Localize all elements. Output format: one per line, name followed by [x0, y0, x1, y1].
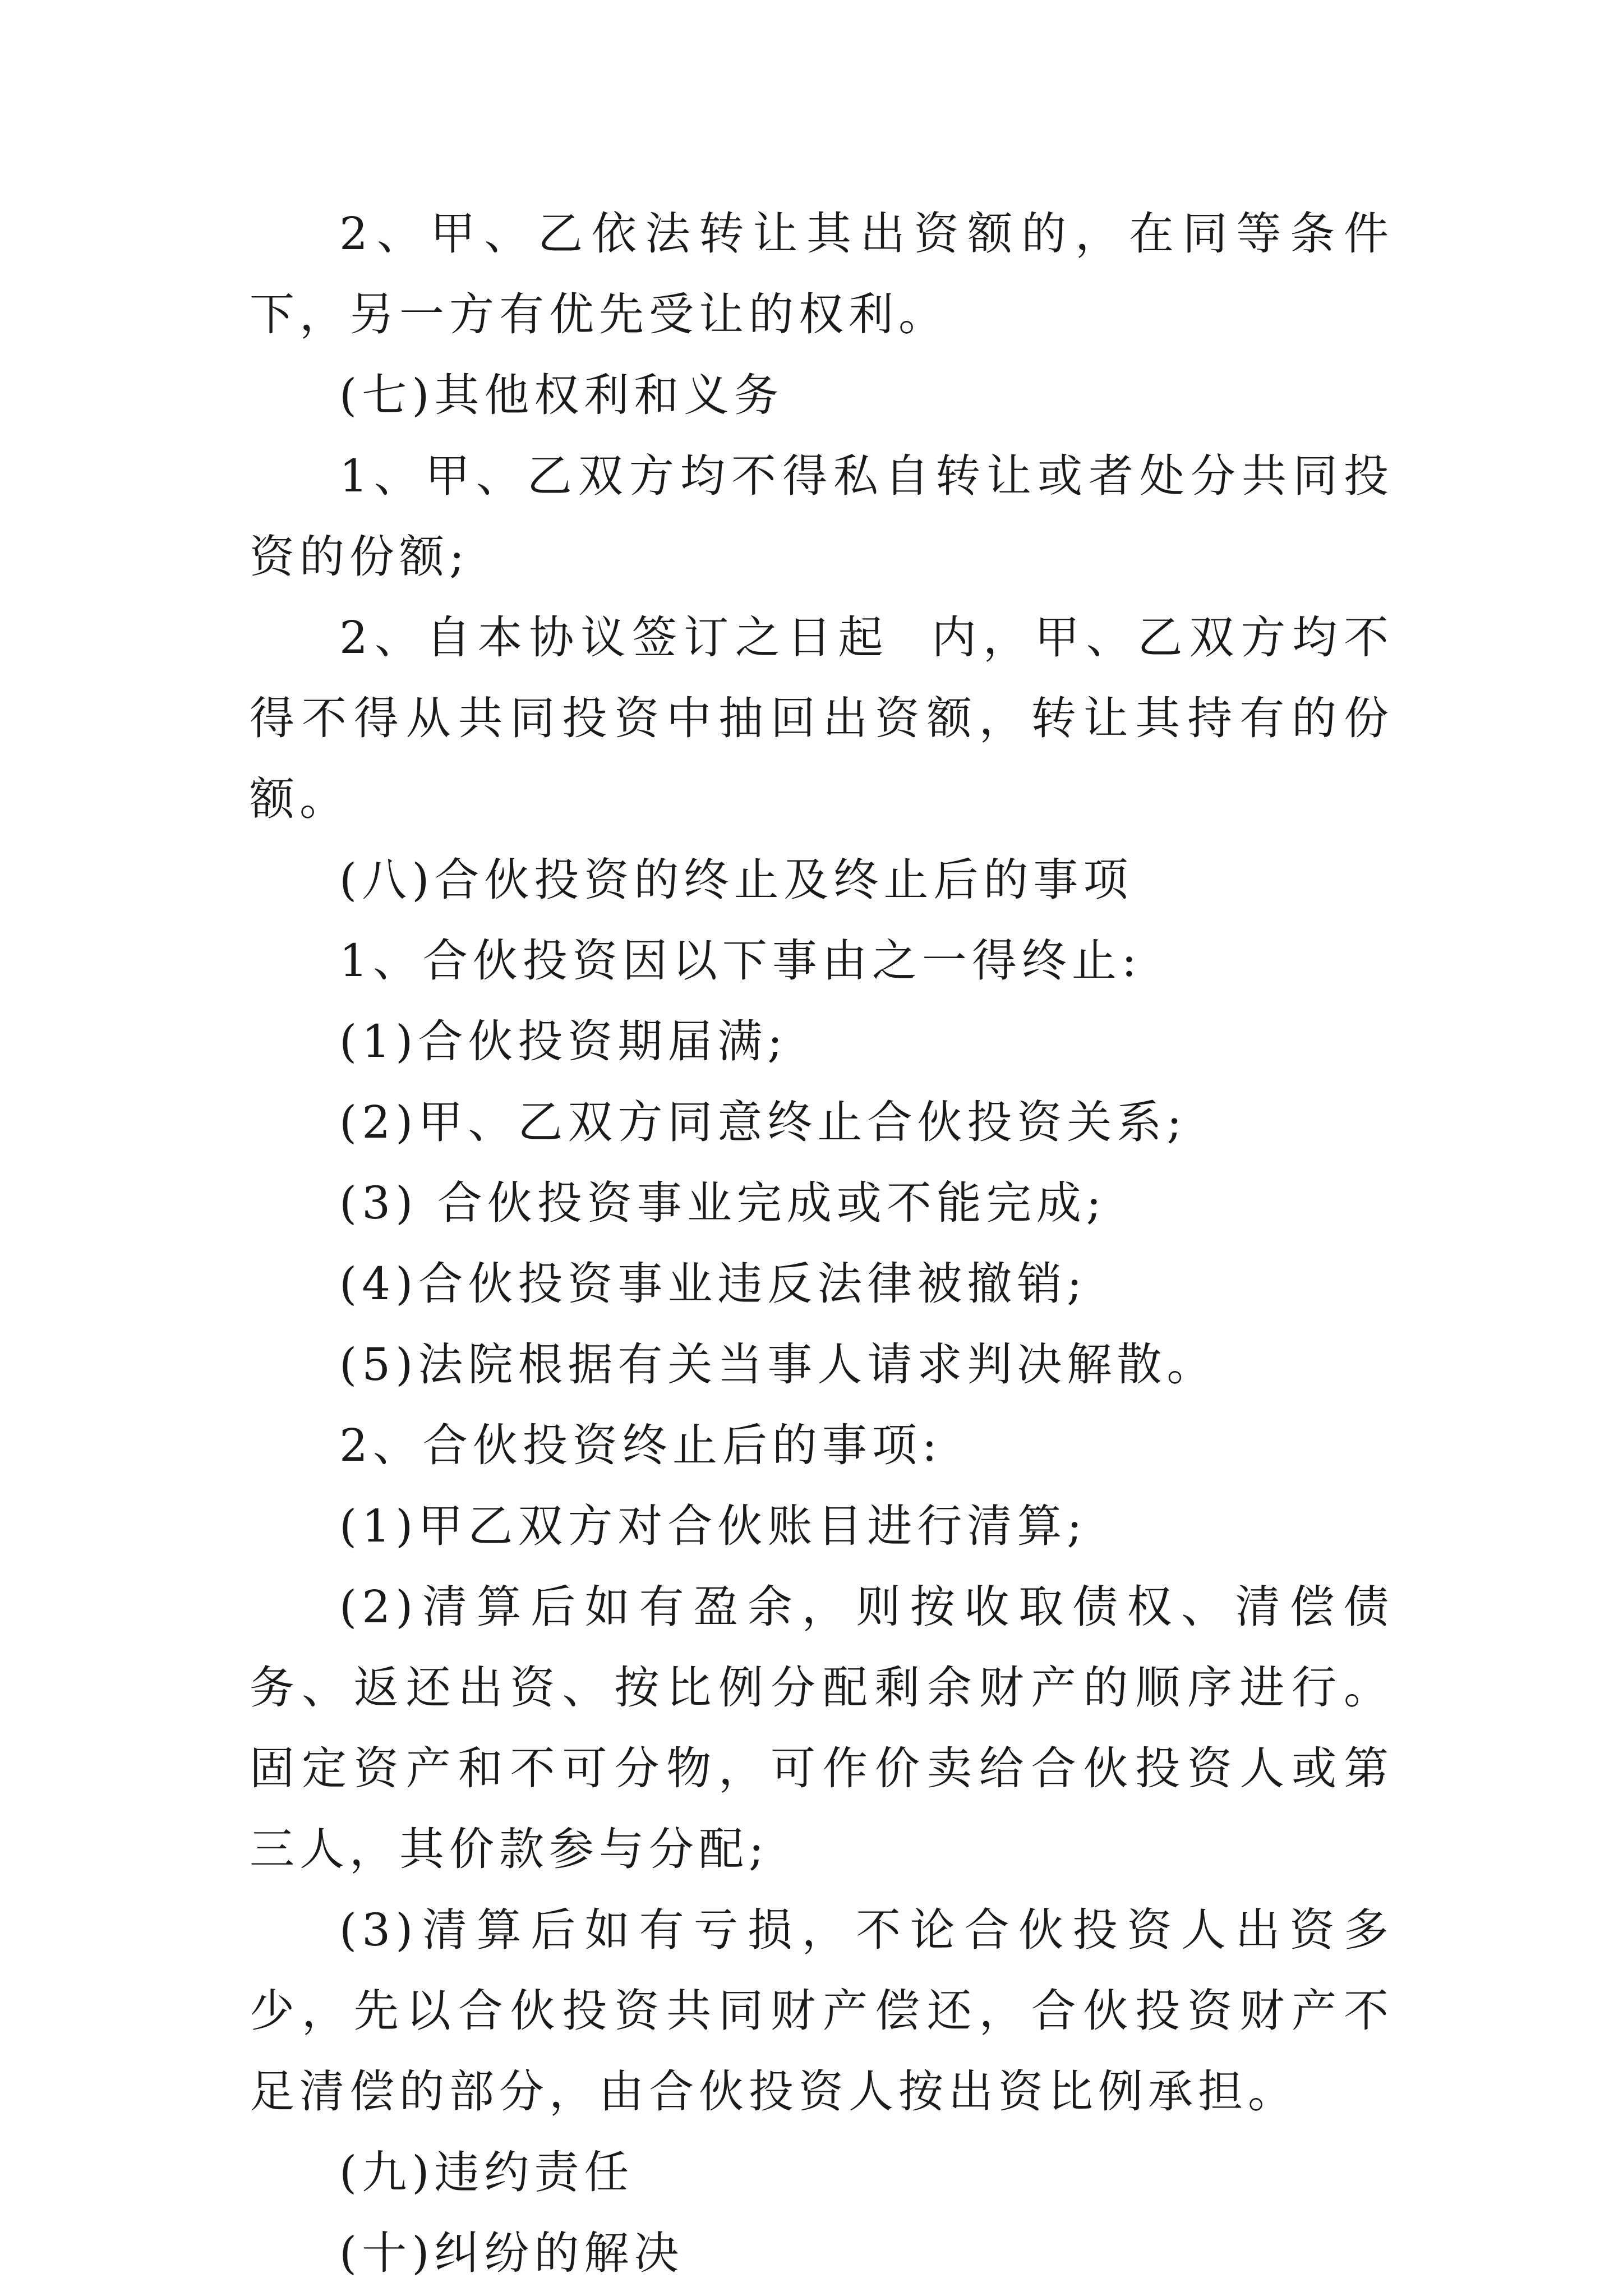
list-item-business-completed: (3) 合伙投资事业完成或不能完成;: [339, 1177, 1106, 1229]
list-item-loss-sharing: (3)清算后如有亏损，不论合伙投资人出资多少，先以合伙投资共同财产偿还，合伙投资财产不足清偿的部分，由合伙投资人按出资比例承担。: [250, 1904, 1394, 2118]
section-heading-termination: (八)合伙投资的终止及终止后的事项: [339, 854, 1133, 906]
document-body: [250, 194, 1394, 2294]
paragraph-termination-causes: 1、合伙投资因以下事由之一得终止:: [339, 935, 1142, 987]
paragraph-post-termination: 2、合伙投资终止后的事项:: [339, 1419, 942, 1471]
list-item-term-expired: (1)合伙投资期届满;: [339, 1015, 788, 1068]
list-item-liquidation: (1)甲乙双方对合伙账目进行清算;: [339, 1500, 1087, 1552]
list-item-revoked: (4)合伙投资事业违反法律被撤销;: [339, 1258, 1087, 1310]
list-item-court-dissolution: (5)法院根据有关当事人请求判决解散。: [339, 1338, 1217, 1391]
paragraph-no-private-transfer: 1、甲、乙双方均不得私自转让或者处分共同投资的份额;: [250, 450, 1394, 583]
list-item-mutual-agreement: (2)甲、乙双方同意终止合伙投资关系;: [339, 1096, 1187, 1148]
section-heading-liability: (九)违约责任: [339, 2146, 634, 2198]
paragraph-no-withdrawal: 2、自本协议签订之日起 内，甲、乙双方均不得不得从共同投资中抽回出资额，转让其持有的份额。: [250, 611, 1394, 825]
list-item-surplus-distribution: (2)清算后如有盈余，则按收取债权、清偿债务、返还出资、按比例分配剩余财产的顺序进行。固定资产和不可分物，可作价卖给合伙投资人或第三人，其价款参与分配;: [250, 1581, 1394, 1875]
paragraph-transfer-preemption: 2、甲、乙依法转让其出资额的，在同等条件下，另一方有优先受让的权利。: [250, 208, 1394, 341]
section-heading-other-rights: (七)其他权利和义务: [339, 369, 784, 421]
section-heading-dispute: (十)纠纷的解决: [339, 2227, 684, 2279]
